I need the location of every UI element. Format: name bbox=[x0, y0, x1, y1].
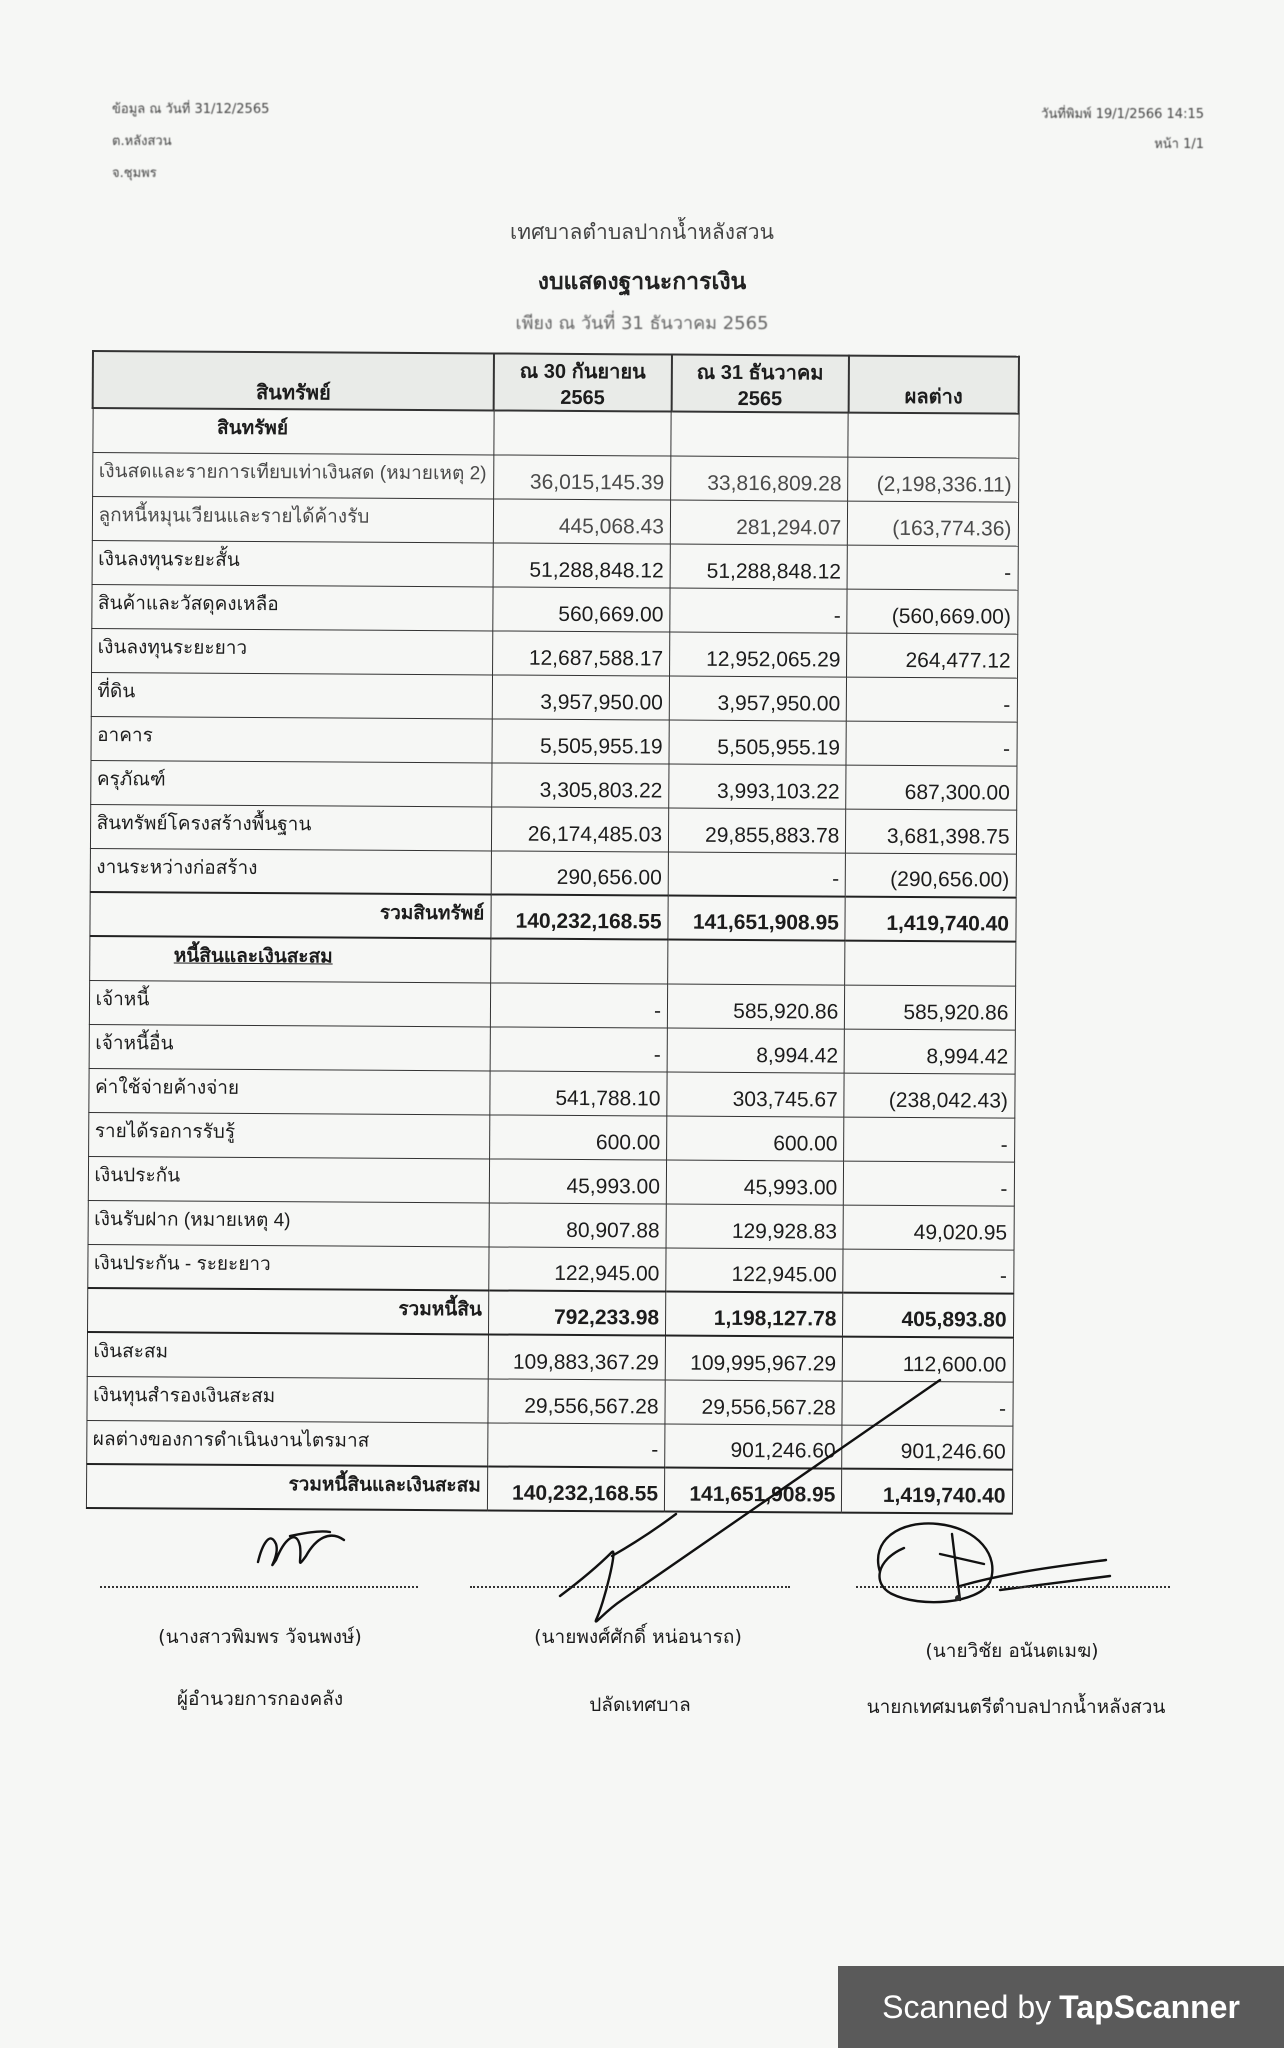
page-number: หน้า 1/1 bbox=[1154, 137, 1204, 152]
row-label: เจ้าหนี้ bbox=[89, 980, 490, 1026]
value-dec-2565: 122,945.00 bbox=[666, 1248, 844, 1293]
value-sep-2565: 445,068.43 bbox=[493, 498, 671, 543]
row-label: สินค้าและวัสดุคงเหลือ bbox=[91, 584, 492, 630]
section-heading: สินทรัพย์ bbox=[92, 408, 493, 454]
value-sep-2565: 51,288,848.12 bbox=[493, 542, 671, 587]
signatory-name-3: (นายวิชัย อนันตเมฆ) bbox=[925, 1640, 1099, 1662]
col-header-sep: ณ 30 กันยายน 2565 bbox=[494, 353, 672, 411]
organization-name: เทศบาลตำบลปากน้ำหลังสวน bbox=[510, 220, 774, 244]
value-sep-2565: - bbox=[487, 1422, 665, 1467]
data-date: ข้อมูล ณ วันที่ 31/12/2565 bbox=[112, 102, 270, 117]
value-difference: - bbox=[846, 721, 1016, 766]
value-sep-2565: 29,556,567.28 bbox=[488, 1378, 666, 1423]
row-label: รวมสินทรัพย์ bbox=[89, 892, 490, 938]
value-difference: 112,600.00 bbox=[843, 1337, 1013, 1382]
value-difference: 1,419,740.40 bbox=[845, 897, 1015, 942]
value-sep-2565: - bbox=[490, 1026, 668, 1071]
value-sep-2565: 3,957,950.00 bbox=[492, 674, 670, 719]
value-dec-2565: 5,505,955.19 bbox=[669, 720, 847, 765]
row-label: เงินประกัน bbox=[88, 1156, 489, 1202]
signature-line-3 bbox=[856, 1586, 1170, 1588]
col-header-dec: ณ 31 ธันวาคม 2565 bbox=[671, 355, 849, 413]
value-difference: - bbox=[843, 1249, 1013, 1294]
row-label: เงินลงทุนระยะยาว bbox=[91, 628, 492, 674]
value-sep-2565: 140,232,168.55 bbox=[491, 894, 669, 939]
signatory-role-1: ผู้อำนวยการกองคลัง bbox=[176, 1688, 344, 1710]
value-dec-2565: 129,928.83 bbox=[666, 1204, 844, 1249]
value-difference: 405,893.80 bbox=[843, 1293, 1013, 1338]
value-dec-2565: 8,994.42 bbox=[667, 1028, 845, 1073]
value-dec-2565: 29,855,883.78 bbox=[668, 808, 846, 853]
row-label: รวมหนี้สิน bbox=[87, 1288, 488, 1334]
value-sep-2565: 122,945.00 bbox=[488, 1246, 666, 1291]
value-sep-2565: 36,015,145.39 bbox=[493, 454, 671, 499]
value-dec-2565: 3,993,103.22 bbox=[669, 764, 847, 809]
col-header-diff: ผลต่าง bbox=[848, 356, 1019, 414]
value-sep-2565: 12,687,588.17 bbox=[492, 630, 670, 675]
value-sep-2565: 600.00 bbox=[489, 1114, 667, 1159]
value-difference: 1,419,740.40 bbox=[842, 1469, 1012, 1514]
signature-1 bbox=[258, 1531, 344, 1565]
row-label: อาคาร bbox=[90, 716, 491, 762]
row-label: เจ้าหนี้อื่น bbox=[89, 1024, 490, 1070]
subdistrict: ต.หลังสวน bbox=[112, 134, 172, 149]
row-label: สินทรัพย์โครงสร้างพื้นฐาน bbox=[90, 804, 491, 850]
row-label: ครุภัณฑ์ bbox=[90, 760, 491, 806]
tapscanner-watermark bbox=[838, 1966, 1284, 2048]
value-difference: 264,477.12 bbox=[847, 633, 1017, 678]
row-label: เงินรับฝาก (หมายเหตุ 4) bbox=[88, 1200, 489, 1246]
value-difference: - bbox=[847, 545, 1017, 590]
row-label: งานระหว่างก่อสร้าง bbox=[90, 848, 491, 894]
row-label: เงินลงทุนระยะสั้น bbox=[92, 540, 493, 586]
value-dec-2565: 33,816,809.28 bbox=[671, 456, 849, 501]
value-dec-2565: - bbox=[668, 852, 846, 897]
value-dec-2565: 45,993.00 bbox=[666, 1160, 844, 1205]
value-sep-2565: 792,233.98 bbox=[488, 1290, 666, 1335]
row-label: ลูกหนี้หมุนเวียนและรายได้ค้างรับ bbox=[92, 496, 493, 542]
value-difference: 49,020.95 bbox=[843, 1205, 1013, 1250]
signatory-role-2: ปลัดเทศบาล bbox=[589, 1694, 691, 1716]
row-label: ผลต่างของการดำเนินงานไตรมาส bbox=[86, 1420, 487, 1466]
signature-3 bbox=[878, 1523, 1110, 1602]
row-label: ค่าใช้จ่ายค้างจ่าย bbox=[88, 1068, 489, 1114]
print-date: วันที่พิมพ์ 19/1/2566 14:15 bbox=[1041, 107, 1204, 122]
row-label: รวมหนี้สินและเงินสะสม bbox=[86, 1464, 487, 1510]
value-dec-2565: - bbox=[670, 588, 848, 633]
value-dec-2565: 12,952,065.29 bbox=[670, 632, 848, 677]
value-difference: (163,774.36) bbox=[848, 501, 1018, 546]
statement-title: งบแสดงฐานะการเงิน bbox=[537, 269, 747, 295]
value-sep-2565: 541,788.10 bbox=[490, 1070, 668, 1115]
value-sep-2565: 5,505,955.19 bbox=[492, 718, 670, 763]
value-difference: - bbox=[844, 1117, 1014, 1162]
value-difference: (560,669.00) bbox=[847, 589, 1017, 634]
value-dec-2565: 141,651,908.95 bbox=[668, 896, 846, 941]
signatory-name-2: (นายพงศ์ศักดิ์ หน่อนารถ) bbox=[534, 1626, 742, 1648]
value-difference: - bbox=[844, 1161, 1014, 1206]
as-of-date: เพียง ณ วันที่ 31 ธันวาคม 2565 bbox=[515, 313, 769, 334]
signatory-name-1: (นางสาวพิมพร วัจนพงษ์) bbox=[158, 1626, 362, 1648]
value-sep-2565: 560,669.00 bbox=[493, 586, 671, 631]
row-label: ที่ดิน bbox=[91, 672, 492, 718]
row-label: เงินสดและรายการเทียบเท่าเงินสด (หมายเหตุ 2) bbox=[92, 452, 493, 498]
value-difference: - bbox=[847, 677, 1017, 722]
value-dec-2565: 51,288,848.12 bbox=[670, 544, 848, 589]
value-difference: (2,198,336.11) bbox=[848, 457, 1018, 502]
signature-line-2 bbox=[470, 1586, 790, 1588]
value-difference: 901,246.60 bbox=[842, 1425, 1012, 1470]
value-dec-2565: 1,198,127.78 bbox=[666, 1292, 844, 1337]
value-sep-2565: 80,907.88 bbox=[489, 1202, 667, 1247]
value-sep-2565: 140,232,168.55 bbox=[487, 1466, 665, 1511]
watermark-prefix: Scanned by bbox=[882, 1988, 1052, 2025]
value-difference: - bbox=[842, 1381, 1012, 1426]
row-label: เงินทุนสำรองเงินสะสม bbox=[86, 1376, 487, 1422]
value-sep-2565: 26,174,485.03 bbox=[491, 806, 669, 851]
value-dec-2565: 600.00 bbox=[667, 1116, 845, 1161]
value-dec-2565: 585,920.86 bbox=[667, 984, 845, 1029]
value-difference: 3,681,398.75 bbox=[846, 809, 1016, 854]
province: จ.ชุมพร bbox=[112, 166, 157, 181]
row-label: เงินประกัน - ระยะยาว bbox=[87, 1244, 488, 1290]
signatory-role-3: นายกเทศมนตรีตำบลปากน้ำหลังสวน bbox=[866, 1696, 1166, 1718]
value-dec-2565: 901,246.60 bbox=[665, 1424, 843, 1469]
value-dec-2565: 281,294.07 bbox=[670, 500, 848, 545]
signature-line-1 bbox=[100, 1586, 418, 1588]
section-heading: หนี้สินและเงินสะสม bbox=[89, 936, 490, 982]
watermark-brand: TapScanner bbox=[1059, 1988, 1240, 2025]
value-sep-2565: 45,993.00 bbox=[489, 1158, 667, 1203]
value-difference: 8,994.42 bbox=[844, 1029, 1014, 1074]
row-label: เงินสะสม bbox=[87, 1332, 488, 1378]
col-header-item: สินทรัพย์ bbox=[93, 351, 495, 410]
value-sep-2565: 3,305,803.22 bbox=[491, 762, 669, 807]
value-sep-2565: - bbox=[490, 982, 668, 1027]
value-difference: 585,920.86 bbox=[845, 985, 1015, 1030]
row-label: รายได้รอการรับรู้ bbox=[88, 1112, 489, 1158]
value-difference: (238,042.43) bbox=[844, 1073, 1014, 1118]
value-difference: 687,300.00 bbox=[846, 765, 1016, 810]
value-dec-2565: 109,995,967.29 bbox=[665, 1336, 843, 1381]
value-sep-2565: 109,883,367.29 bbox=[488, 1334, 666, 1379]
value-sep-2565: 290,656.00 bbox=[491, 850, 669, 895]
value-difference: (290,656.00) bbox=[846, 853, 1016, 898]
value-dec-2565: 3,957,950.00 bbox=[669, 676, 847, 721]
value-dec-2565: 141,651,908.95 bbox=[664, 1468, 842, 1513]
value-dec-2565: 303,745.67 bbox=[667, 1072, 845, 1117]
value-dec-2565: 29,556,567.28 bbox=[665, 1380, 843, 1425]
